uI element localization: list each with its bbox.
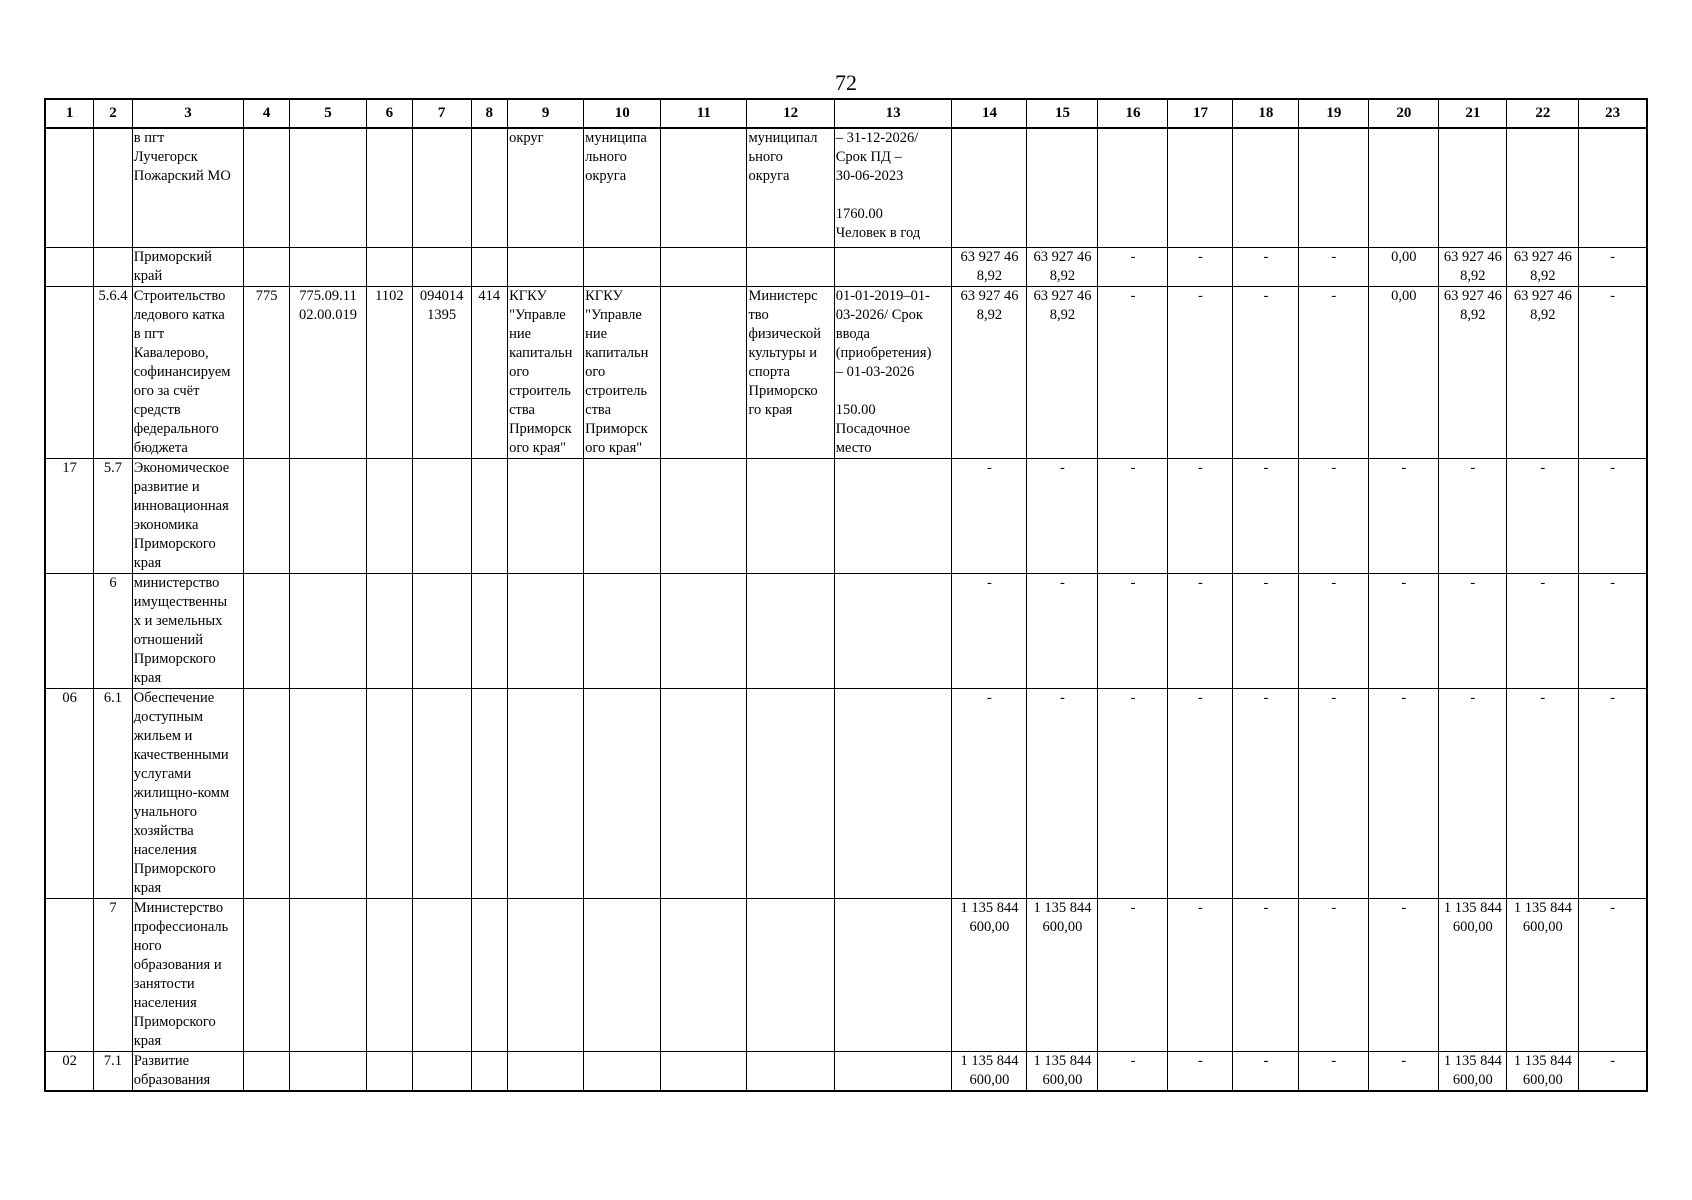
- table-cell-col-3: Строительство ледового катка в пгт Кавалерово, софинансируем ого за счёт средств федерального бюджета: [132, 286, 244, 458]
- table-cell-col-17: -: [1168, 1051, 1233, 1091]
- table-cell-col-5: 775.09.11 02.00.019: [289, 286, 366, 458]
- column-header-4: 4: [244, 99, 290, 128]
- table-cell-col-19: -: [1299, 688, 1369, 898]
- table-cell-col-3: Обеспечение доступным жильем и качественными услугами жилищно-комм унального хозяйства населения Приморского края: [132, 688, 244, 898]
- table-cell-col-23: -: [1579, 898, 1647, 1051]
- table-cell-col-20: [1369, 128, 1439, 247]
- table-cell-col-10: [584, 247, 661, 286]
- table-cell-col-11: [661, 688, 747, 898]
- table-cell-col-4: [244, 573, 290, 688]
- table-cell-col-15: -: [1027, 458, 1098, 573]
- table-cell-col-23: -: [1579, 286, 1647, 458]
- table-cell-col-19: -: [1299, 286, 1369, 458]
- table-cell-col-4: [244, 688, 290, 898]
- table-cell-col-7: [412, 898, 471, 1051]
- table-cell-col-3: Приморский край: [132, 247, 244, 286]
- table-cell-col-15: [1027, 128, 1098, 247]
- column-header-16: 16: [1098, 99, 1168, 128]
- table-cell-col-2: 7: [94, 898, 133, 1051]
- table-cell-col-2: 5.7: [94, 458, 133, 573]
- table-cell-col-11: [661, 128, 747, 247]
- table-cell-col-20: -: [1369, 688, 1439, 898]
- table-cell-col-15: 63 927 46 8,92: [1027, 286, 1098, 458]
- table-cell-col-16: -: [1098, 247, 1168, 286]
- column-header-19: 19: [1299, 99, 1369, 128]
- table-cell-col-10: [584, 1051, 661, 1091]
- table-cell-col-6: [367, 247, 413, 286]
- table-cell-col-9: округ: [508, 128, 584, 247]
- table-row: [45, 247, 1647, 286]
- table-cell-col-2: 6.1: [94, 688, 133, 898]
- table-cell-col-16: -: [1098, 458, 1168, 573]
- table-cell-col-12: [747, 458, 834, 573]
- table-cell-col-9: КГКУ "Управле ние капитальн ого строитель ства Приморск ого края": [508, 286, 584, 458]
- table-cell-col-9: [508, 247, 584, 286]
- table-cell-col-12: [747, 573, 834, 688]
- table-cell-col-1: 06: [45, 688, 94, 898]
- table-row: [45, 458, 1647, 573]
- table-cell-col-9: [508, 1051, 584, 1091]
- table-cell-col-23: -: [1579, 688, 1647, 898]
- table-cell-col-14: 63 927 46 8,92: [952, 286, 1027, 458]
- column-header-12: 12: [747, 99, 834, 128]
- table-cell-col-11: [661, 286, 747, 458]
- table-cell-col-13: [834, 573, 952, 688]
- table-cell-col-13: [834, 1051, 952, 1091]
- table-cell-col-3: министерство имущественны х и земельных отношений Приморского края: [132, 573, 244, 688]
- table-cell-col-17: -: [1168, 458, 1233, 573]
- table-cell-col-13: [834, 688, 952, 898]
- column-header-2: 2: [94, 99, 133, 128]
- table-cell-col-22: 63 927 46 8,92: [1507, 286, 1579, 458]
- table-cell-col-19: [1299, 128, 1369, 247]
- table-cell-col-20: -: [1369, 1051, 1439, 1091]
- table-cell-col-21: [1439, 128, 1507, 247]
- table-cell-col-19: -: [1299, 1051, 1369, 1091]
- table-cell-col-7: [412, 247, 471, 286]
- table-cell-col-2: 5.6.4: [94, 286, 133, 458]
- table-cell-col-19: -: [1299, 458, 1369, 573]
- table-cell-col-21: -: [1439, 458, 1507, 573]
- table-cell-col-7: [412, 458, 471, 573]
- column-header-15: 15: [1027, 99, 1098, 128]
- table-cell-col-7: [412, 1051, 471, 1091]
- table-row: [45, 286, 1647, 458]
- table-cell-col-7: [412, 128, 471, 247]
- table-cell-col-5: [289, 128, 366, 247]
- table-cell-col-11: [661, 247, 747, 286]
- table-row: [45, 688, 1647, 898]
- table-cell-col-12: Министерс тво физической культуры и спорта Приморско го края: [747, 286, 834, 458]
- column-header-6: 6: [367, 99, 413, 128]
- table-cell-col-7: [412, 573, 471, 688]
- table-cell-col-13: – 31-12-2026/ Срок ПД – 30-06-2023 1760.00 Человек в год: [834, 128, 952, 247]
- table-cell-col-7: 094014 1395: [412, 286, 471, 458]
- table-cell-col-4: [244, 128, 290, 247]
- column-header-17: 17: [1168, 99, 1233, 128]
- table-cell-col-5: [289, 1051, 366, 1091]
- table-cell-col-3: в пгт Лучегорск Пожарский МО: [132, 128, 244, 247]
- table-cell-col-4: [244, 898, 290, 1051]
- column-header-14: 14: [952, 99, 1027, 128]
- table-cell-col-23: -: [1579, 247, 1647, 286]
- table-cell-col-16: [1098, 128, 1168, 247]
- table-row: [45, 1051, 1647, 1091]
- column-header-8: 8: [471, 99, 508, 128]
- table-cell-col-4: 775: [244, 286, 290, 458]
- table-cell-col-14: 1 135 844 600,00: [952, 898, 1027, 1051]
- table-cell-col-22: -: [1507, 458, 1579, 573]
- table-cell-col-21: -: [1439, 688, 1507, 898]
- table-cell-col-1: [45, 898, 94, 1051]
- table-cell-col-12: муниципал ьного округа: [747, 128, 834, 247]
- table-cell-col-13: [834, 458, 952, 573]
- table-cell-col-9: [508, 573, 584, 688]
- table-cell-col-5: [289, 688, 366, 898]
- column-header-23: 23: [1579, 99, 1647, 128]
- table-cell-col-14: -: [952, 573, 1027, 688]
- table-cell-col-1: 02: [45, 1051, 94, 1091]
- table-cell-col-13: 01-01-2019–01- 03-2026/ Срок ввода (приобретения) – 01-03-2026 150.00 Посадочное место: [834, 286, 952, 458]
- table-cell-col-17: -: [1168, 898, 1233, 1051]
- table-cell-col-21: 63 927 46 8,92: [1439, 247, 1507, 286]
- table-cell-col-2: [94, 128, 133, 247]
- table-cell-col-22: [1507, 128, 1579, 247]
- table-cell-col-16: -: [1098, 1051, 1168, 1091]
- table-cell-col-11: [661, 573, 747, 688]
- table-cell-col-16: -: [1098, 688, 1168, 898]
- table-cell-col-23: -: [1579, 458, 1647, 573]
- table-cell-col-14: 63 927 46 8,92: [952, 247, 1027, 286]
- table-cell-col-18: -: [1233, 898, 1299, 1051]
- table-cell-col-10: муниципа льного округа: [584, 128, 661, 247]
- table-cell-col-18: -: [1233, 286, 1299, 458]
- table-cell-col-2: 7.1: [94, 1051, 133, 1091]
- table-body: [45, 128, 1647, 1091]
- column-header-1: 1: [45, 99, 94, 128]
- table-cell-col-18: [1233, 128, 1299, 247]
- table-cell-col-3: Экономическое развитие и инновационная экономика Приморского края: [132, 458, 244, 573]
- column-header-7: 7: [412, 99, 471, 128]
- table-cell-col-22: 63 927 46 8,92: [1507, 247, 1579, 286]
- table-cell-col-6: [367, 128, 413, 247]
- table-cell-col-3: Министерство профессиональ ного образования и занятости населения Приморского края: [132, 898, 244, 1051]
- table-cell-col-1: [45, 247, 94, 286]
- table-cell-col-12: [747, 688, 834, 898]
- column-header-22: 22: [1507, 99, 1579, 128]
- table-cell-col-16: -: [1098, 898, 1168, 1051]
- table-cell-col-3: Развитие образования: [132, 1051, 244, 1091]
- table-cell-col-23: -: [1579, 1051, 1647, 1091]
- table-cell-col-16: -: [1098, 286, 1168, 458]
- table-cell-col-21: 1 135 844 600,00: [1439, 898, 1507, 1051]
- page-number: 72: [835, 70, 857, 95]
- table-cell-col-1: 17: [45, 458, 94, 573]
- table-cell-col-10: [584, 688, 661, 898]
- table-cell-col-12: [747, 1051, 834, 1091]
- column-header-10: 10: [584, 99, 661, 128]
- column-header-13: 13: [834, 99, 952, 128]
- table-cell-col-19: -: [1299, 573, 1369, 688]
- table-cell-col-2: [94, 247, 133, 286]
- table-cell-col-22: 1 135 844 600,00: [1507, 1051, 1579, 1091]
- table-row: [45, 128, 1647, 247]
- table-cell-col-6: [367, 898, 413, 1051]
- table-cell-col-1: [45, 128, 94, 247]
- table-cell-col-6: [367, 458, 413, 573]
- table-cell-col-14: [952, 128, 1027, 247]
- table-cell-col-20: -: [1369, 458, 1439, 573]
- table-cell-col-20: -: [1369, 898, 1439, 1051]
- table-cell-col-8: [471, 688, 508, 898]
- table-cell-col-1: [45, 573, 94, 688]
- table-cell-col-6: [367, 573, 413, 688]
- table-cell-col-18: -: [1233, 247, 1299, 286]
- table-cell-col-22: -: [1507, 688, 1579, 898]
- table-cell-col-19: -: [1299, 898, 1369, 1051]
- column-header-18: 18: [1233, 99, 1299, 128]
- table-cell-col-20: 0,00: [1369, 286, 1439, 458]
- table-cell-col-20: -: [1369, 573, 1439, 688]
- table-cell-col-10: [584, 458, 661, 573]
- table-cell-col-5: [289, 458, 366, 573]
- table-cell-col-8: [471, 128, 508, 247]
- table-cell-col-18: -: [1233, 688, 1299, 898]
- table-cell-col-17: -: [1168, 247, 1233, 286]
- table-cell-col-11: [661, 1051, 747, 1091]
- table-cell-col-17: -: [1168, 573, 1233, 688]
- column-header-11: 11: [661, 99, 747, 128]
- table-cell-col-10: [584, 898, 661, 1051]
- table-cell-col-14: -: [952, 688, 1027, 898]
- column-header-21: 21: [1439, 99, 1507, 128]
- table-cell-col-21: -: [1439, 573, 1507, 688]
- table-cell-col-13: [834, 898, 952, 1051]
- table-cell-col-16: -: [1098, 573, 1168, 688]
- table-cell-col-21: 1 135 844 600,00: [1439, 1051, 1507, 1091]
- table-cell-col-6: [367, 688, 413, 898]
- table-cell-col-19: -: [1299, 247, 1369, 286]
- table-cell-col-8: [471, 247, 508, 286]
- table-cell-col-15: -: [1027, 573, 1098, 688]
- table-cell-col-12: [747, 898, 834, 1051]
- table-cell-col-11: [661, 898, 747, 1051]
- table-cell-col-17: -: [1168, 286, 1233, 458]
- column-header-5: 5: [289, 99, 366, 128]
- column-header-3: 3: [132, 99, 244, 128]
- table-cell-col-20: 0,00: [1369, 247, 1439, 286]
- table-cell-col-6: 1102: [367, 286, 413, 458]
- table-cell-col-21: 63 927 46 8,92: [1439, 286, 1507, 458]
- table-cell-col-8: [471, 1051, 508, 1091]
- table-cell-col-8: 414: [471, 286, 508, 458]
- table-cell-col-15: -: [1027, 688, 1098, 898]
- column-header-20: 20: [1369, 99, 1439, 128]
- table-cell-col-4: [244, 247, 290, 286]
- table-cell-col-7: [412, 688, 471, 898]
- table-cell-col-9: [508, 898, 584, 1051]
- table-cell-col-8: [471, 458, 508, 573]
- table-cell-col-18: -: [1233, 1051, 1299, 1091]
- table-row: [45, 573, 1647, 688]
- table-cell-col-8: [471, 573, 508, 688]
- table-cell-col-5: [289, 573, 366, 688]
- table-cell-col-4: [244, 458, 290, 573]
- table-cell-col-15: 1 135 844 600,00: [1027, 898, 1098, 1051]
- table-cell-col-17: -: [1168, 688, 1233, 898]
- table-cell-col-2: 6: [94, 573, 133, 688]
- table-cell-col-23: -: [1579, 573, 1647, 688]
- column-header-9: 9: [508, 99, 584, 128]
- table-cell-col-11: [661, 458, 747, 573]
- table-cell-col-12: [747, 247, 834, 286]
- table-cell-col-10: КГКУ "Управле ние капитальн ого строитель ства Приморск ого края": [584, 286, 661, 458]
- table-cell-col-22: -: [1507, 573, 1579, 688]
- table-cell-col-22: 1 135 844 600,00: [1507, 898, 1579, 1051]
- table-row: [45, 898, 1647, 1051]
- table-cell-col-8: [471, 898, 508, 1051]
- table-cell-col-5: [289, 247, 366, 286]
- table-cell-col-23: [1579, 128, 1647, 247]
- table-cell-col-10: [584, 573, 661, 688]
- table-cell-col-6: [367, 1051, 413, 1091]
- table-cell-col-18: -: [1233, 573, 1299, 688]
- table-cell-col-9: [508, 688, 584, 898]
- table-cell-col-9: [508, 458, 584, 573]
- table-cell-col-17: [1168, 128, 1233, 247]
- table-cell-col-14: 1 135 844 600,00: [952, 1051, 1027, 1091]
- table-cell-col-18: -: [1233, 458, 1299, 573]
- table-cell-col-4: [244, 1051, 290, 1091]
- header-row: [45, 99, 1647, 128]
- table-cell-col-13: [834, 247, 952, 286]
- table-cell-col-15: 1 135 844 600,00: [1027, 1051, 1098, 1091]
- table-cell-col-5: [289, 898, 366, 1051]
- table-cell-col-14: -: [952, 458, 1027, 573]
- table-cell-col-15: 63 927 46 8,92: [1027, 247, 1098, 286]
- table-cell-col-1: [45, 286, 94, 458]
- budget-table: [44, 98, 1648, 1092]
